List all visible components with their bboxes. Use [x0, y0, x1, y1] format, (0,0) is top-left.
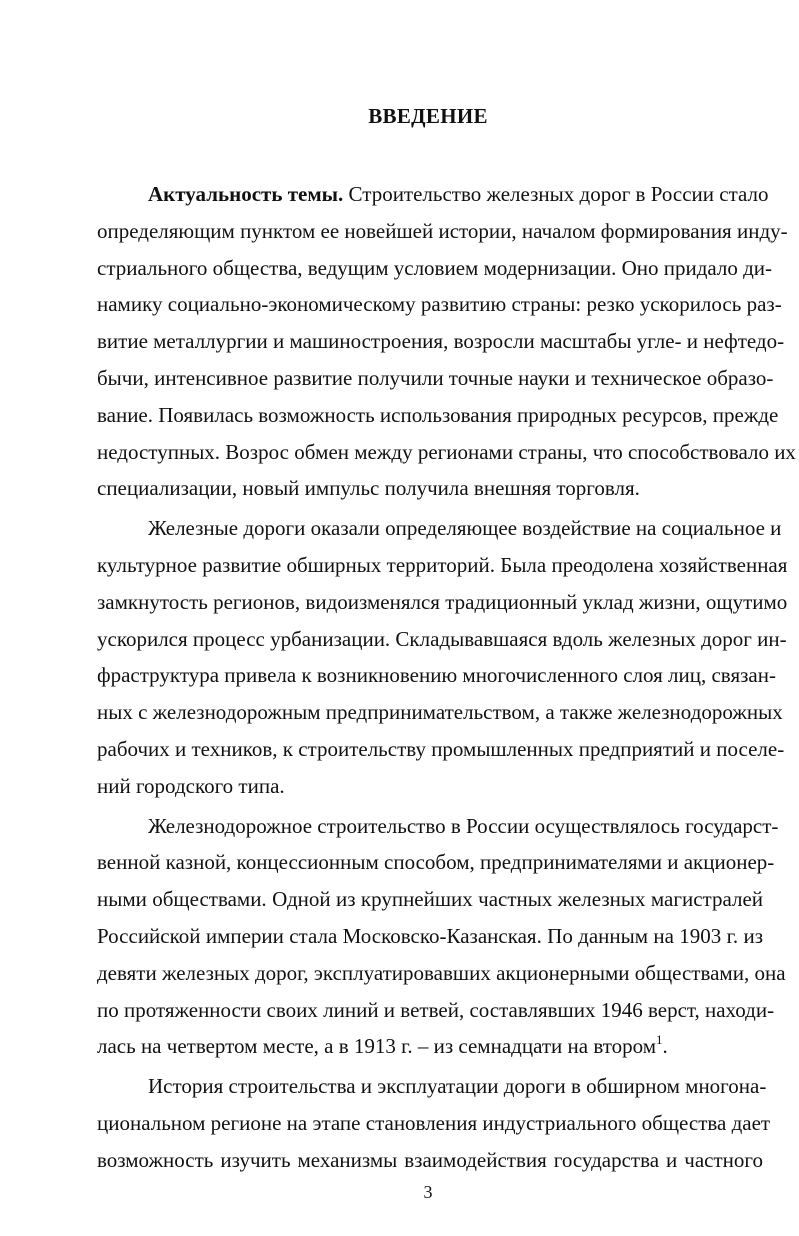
text-line: Железные дороги оказали определяющее воздействие на социальное и — [148, 516, 782, 541]
text-line: вание. Появилась возможность использования природных ресурсов, прежде — [97, 402, 779, 427]
text-span: лась на четвертом месте, а в 1913 г. – из семнадцати на втором — [97, 1034, 657, 1059]
text-line — [97, 176, 769, 213]
text-line: замкнутость регионов, видоизменялся традиционный уклад жизни, ощутимо — [97, 589, 788, 614]
body-text — [97, 176, 796, 1179]
paragraph — [97, 510, 788, 804]
text-span: . — [662, 1034, 668, 1059]
text-line: Российской империи стала Московско-Казанская. По данным на 1903 г. из — [97, 923, 763, 948]
paragraph — [97, 808, 786, 1066]
text-line: недоступных. Возрос обмен между регионами страны, что способствовало их — [97, 439, 796, 464]
lead-term: Актуальность темы. — [148, 182, 344, 206]
text-line: по протяженности своих линий и ветвей, составлявших 1946 верст, находи- — [97, 997, 775, 1022]
text-span: Строительство железных дорог в России стало — [343, 182, 769, 206]
text-line: бычи, интенсивное развитие получили точные науки и техническое образо- — [97, 365, 774, 390]
text-line: стриального общества, ведущим условием модернизации. Оно придало ди- — [97, 255, 773, 280]
text-line: витие металлургии и машиностроения, возросли масштабы угле- и нефтедо- — [97, 329, 785, 354]
page-number: 3 — [423, 1182, 433, 1202]
text-line: циональном регионе на этапе становления индустриального общества дает — [97, 1110, 771, 1135]
text-line: девяти железных дорог, эксплуатировавших акционерными обществами, она — [97, 960, 786, 985]
paragraph — [97, 1068, 771, 1178]
text-line — [97, 1028, 763, 1065]
text-line: Железнодорожное строительство в России осуществлялось государст- — [148, 813, 779, 838]
paragraph — [97, 176, 796, 507]
text-line: ных с железнодорожным предпринимательством, а также железнодорожных — [97, 700, 783, 725]
text-line: ными обществами. Одной из крупнейших частных железных магистралей — [97, 887, 763, 912]
page-title: ВВЕДЕНИЕ — [368, 104, 488, 128]
text-line: рабочих и техников, к строительству промышленных предприятий и поселе- — [97, 736, 785, 761]
text-line: определяющим пунктом ее новейшей истории, началом формирования инду- — [97, 218, 788, 243]
text-line: культурное развитие обширных территорий. Была преодолена хозяйственная — [97, 552, 788, 577]
text-line: ускорился процесс урбанизации. Складывавшаяся вдоль железных дорог ин- — [97, 626, 787, 651]
text-line: История строительства и эксплуатации дороги в обширном многона- — [148, 1074, 767, 1099]
text-line: специализации, новый импульс получила внешняя торговля. — [97, 476, 640, 501]
footnote-ref[interactable]: 1 — [656, 1032, 663, 1048]
text-line: намику социально-экономическому развитию страны: резко ускорилось раз- — [97, 292, 782, 317]
text-line: фраструктура привела к возникновению многочисленного слоя лиц, связан- — [97, 663, 776, 688]
text-line: венной казной, концессионным способом, предпринимателями и акционер- — [97, 850, 775, 875]
text-line: возможность изучить механизмы взаимодействия государства и частного — [97, 1147, 763, 1172]
text-line: ний городского типа. — [97, 773, 285, 798]
